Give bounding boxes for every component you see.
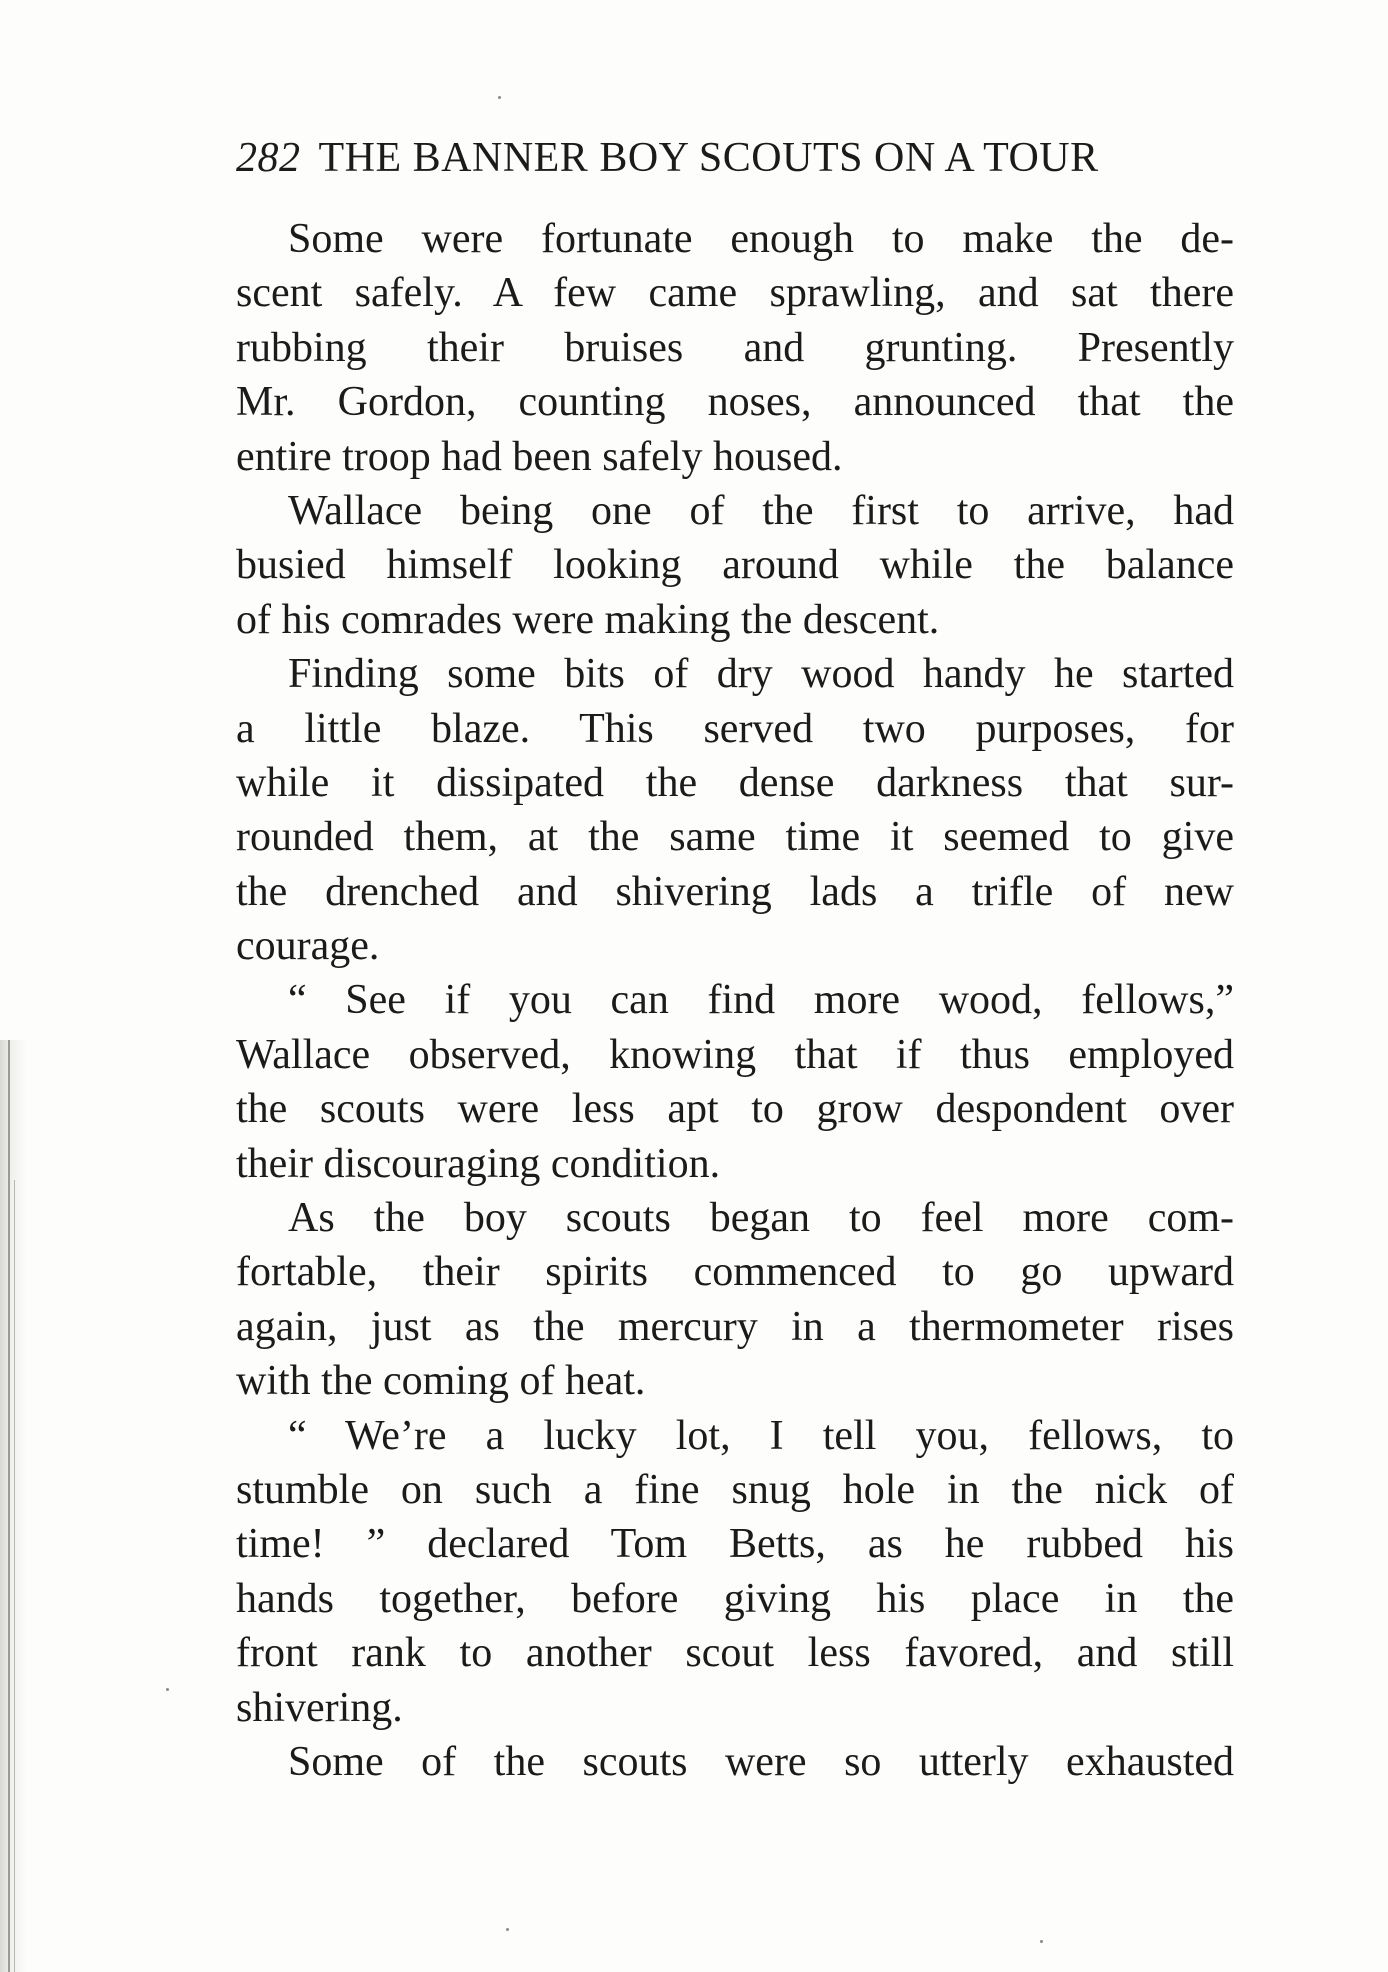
text-line: a little blaze. This served two purposes, for (236, 705, 1234, 752)
text-line: while it dissipated the dense darkness that sur- (236, 759, 1234, 806)
text-line: stumble on such a fine snug hole in the nick of (236, 1466, 1234, 1513)
text-line: Some of the scouts were so utterly exhausted (288, 1738, 1234, 1785)
text-line: entire troop had been safely housed. (236, 433, 843, 480)
binding-edge-line (8, 1040, 10, 1972)
text-line: shivering. (236, 1684, 403, 1731)
running-head (236, 128, 1234, 188)
text-line: rubbing their bruises and grunting. Presently (236, 324, 1234, 371)
text-line: Wallace being one of the first to arrive, had (288, 487, 1234, 534)
running-title: THE BANNER BOY SCOUTS ON A TOUR (318, 135, 1099, 181)
text-line: courage. (236, 923, 380, 970)
paper-speck (166, 1688, 169, 1691)
text-line: rounded them, at the same time it seemed to give (236, 814, 1234, 861)
text-line: time! ” declared Tom Betts, as he rubbed his (236, 1521, 1234, 1568)
page-number: 282 (236, 135, 301, 181)
text-line: fortable, their spirits commenced to go upward (236, 1249, 1234, 1296)
paper-speck (506, 1928, 509, 1931)
text-line: front rank to another scout less favored, and still (236, 1630, 1234, 1677)
text-line: “ See if you can find more wood, fellows,” (288, 977, 1234, 1024)
text-line: their discouraging condition. (236, 1140, 721, 1187)
text-line: scent safely. A few came sprawling, and sat there (236, 270, 1234, 317)
body-text (236, 212, 1234, 1789)
text-line: the scouts were less apt to grow despondent over (236, 1086, 1234, 1133)
text-line: of his comrades were making the descent. (236, 596, 940, 643)
text-line: again, just as the mercury in a thermometer rises (236, 1303, 1234, 1350)
text-line: busied himself looking around while the balance (236, 542, 1234, 589)
paper-speck (1040, 1940, 1043, 1943)
text-line: with the coming of heat. (236, 1358, 646, 1405)
text-line: Wallace observed, knowing that if thus employed (236, 1031, 1234, 1078)
text-line: the drenched and shivering lads a trifle of new (236, 868, 1234, 915)
binding-edge-line-inner (14, 1180, 15, 1972)
paper-speck (498, 96, 501, 99)
text-line: Mr. Gordon, counting noses, announced that the (236, 379, 1234, 426)
text-line: As the boy scouts began to feel more com- (288, 1195, 1234, 1242)
text-line: “ We’re a lucky lot, I tell you, fellows, to (288, 1412, 1234, 1459)
text-line: Finding some bits of dry wood handy he started (288, 651, 1234, 698)
text-line: hands together, before giving his place in the (236, 1575, 1234, 1622)
text-line: Some were fortunate enough to make the de- (288, 216, 1234, 262)
